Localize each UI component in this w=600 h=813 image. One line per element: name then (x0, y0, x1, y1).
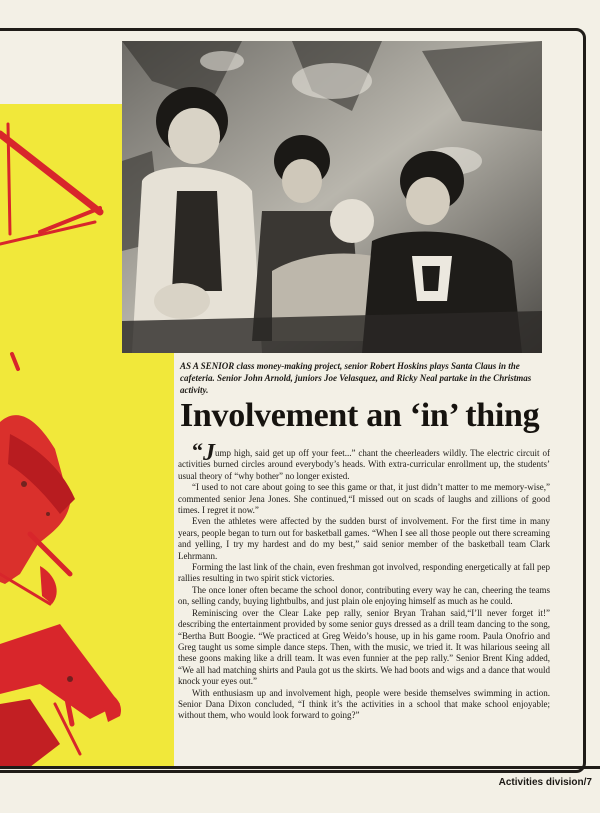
article-paragraph: Reminiscing over the Clear Lake pep rally, senior Bryan Trahan said,“I’ll never forget it!” describing the entertainment provided by some senior guys dressed as a drill team dancing to the song, “Bertha Butt Boogie. “We practiced at Greg Weido’s house, up in his game room. Paula Onofrio and Greg taught us some simple dance steps. Then, with the music, we tried it. It was hilarious seeing all these goons making like a drill team. It was even funnier at the pep rally.” Senior Brent King added, “We all had matching shirts and Paula got us the skirts. We had boots and wigs and a dance that would knock your eyes out.” (178, 607, 550, 687)
photo-students-santa (122, 41, 542, 353)
caption-text: class money-making project, senior Robert Hoskins plays Santa Claus in the cafeteria. Senior John Arnold, juniors Joe Velasquez, and Ricky Neal partake in the Christmas activity. (180, 361, 532, 395)
article-paragraph: The once loner often became the school donor, contributing every way he can, cheering the teams on, selling candy, buying lightbulbs, and just plain ole enjoying himself as much as he could. (178, 584, 550, 607)
article-headline: Involvement an ‘in’ thing (180, 397, 540, 434)
caption-lead: AS A SENIOR (180, 361, 235, 371)
article-paragraph: With enthusiasm up and involvement high, people were beside themselves swimming in action. Senior Dana Dixon concluded, “I think it’s the activities in a school that make school enjoyable; without them, who would look forward to going?” (178, 687, 550, 721)
footer-rule (0, 766, 600, 769)
article-paragraph (178, 438, 550, 482)
article-paragraph: “I used to not care about going to see this game or that, it just didn’t matter to me memory-wise,” commented senior Jena Jones. She continued,“I missed out on scads of laughs and zillions of good times. I regret it now.” (178, 482, 550, 516)
article-paragraph: Forming the last link of the chain, even freshman got involved, responding energetically at fall pep rallies resulting in two spirit stick victories. (178, 562, 550, 584)
paragraph-text: ump high, said get up off your feet...” chant the cheerleaders wildly. The electric circuit of activities burned circles around everybody’s heads. With extra-curricular enrollment up, the students’ usual theory of “why bother” no longer existed. (178, 448, 550, 481)
open-quote: “ (192, 438, 203, 463)
article-paragraph: Even the athletes were affected by the sudden burst of involvement. For the first time in many years, people began to turn out for basketball games. “When I see all those people out there screaming and yelling, I try my hardest and do my best,” said senior member of the basketball team Clark Lehrmann. (178, 516, 550, 561)
photo-caption (180, 360, 550, 396)
drop-cap-letter: J (203, 440, 215, 466)
page-folio: Activities division/7 (498, 777, 592, 788)
article-body (178, 438, 550, 722)
